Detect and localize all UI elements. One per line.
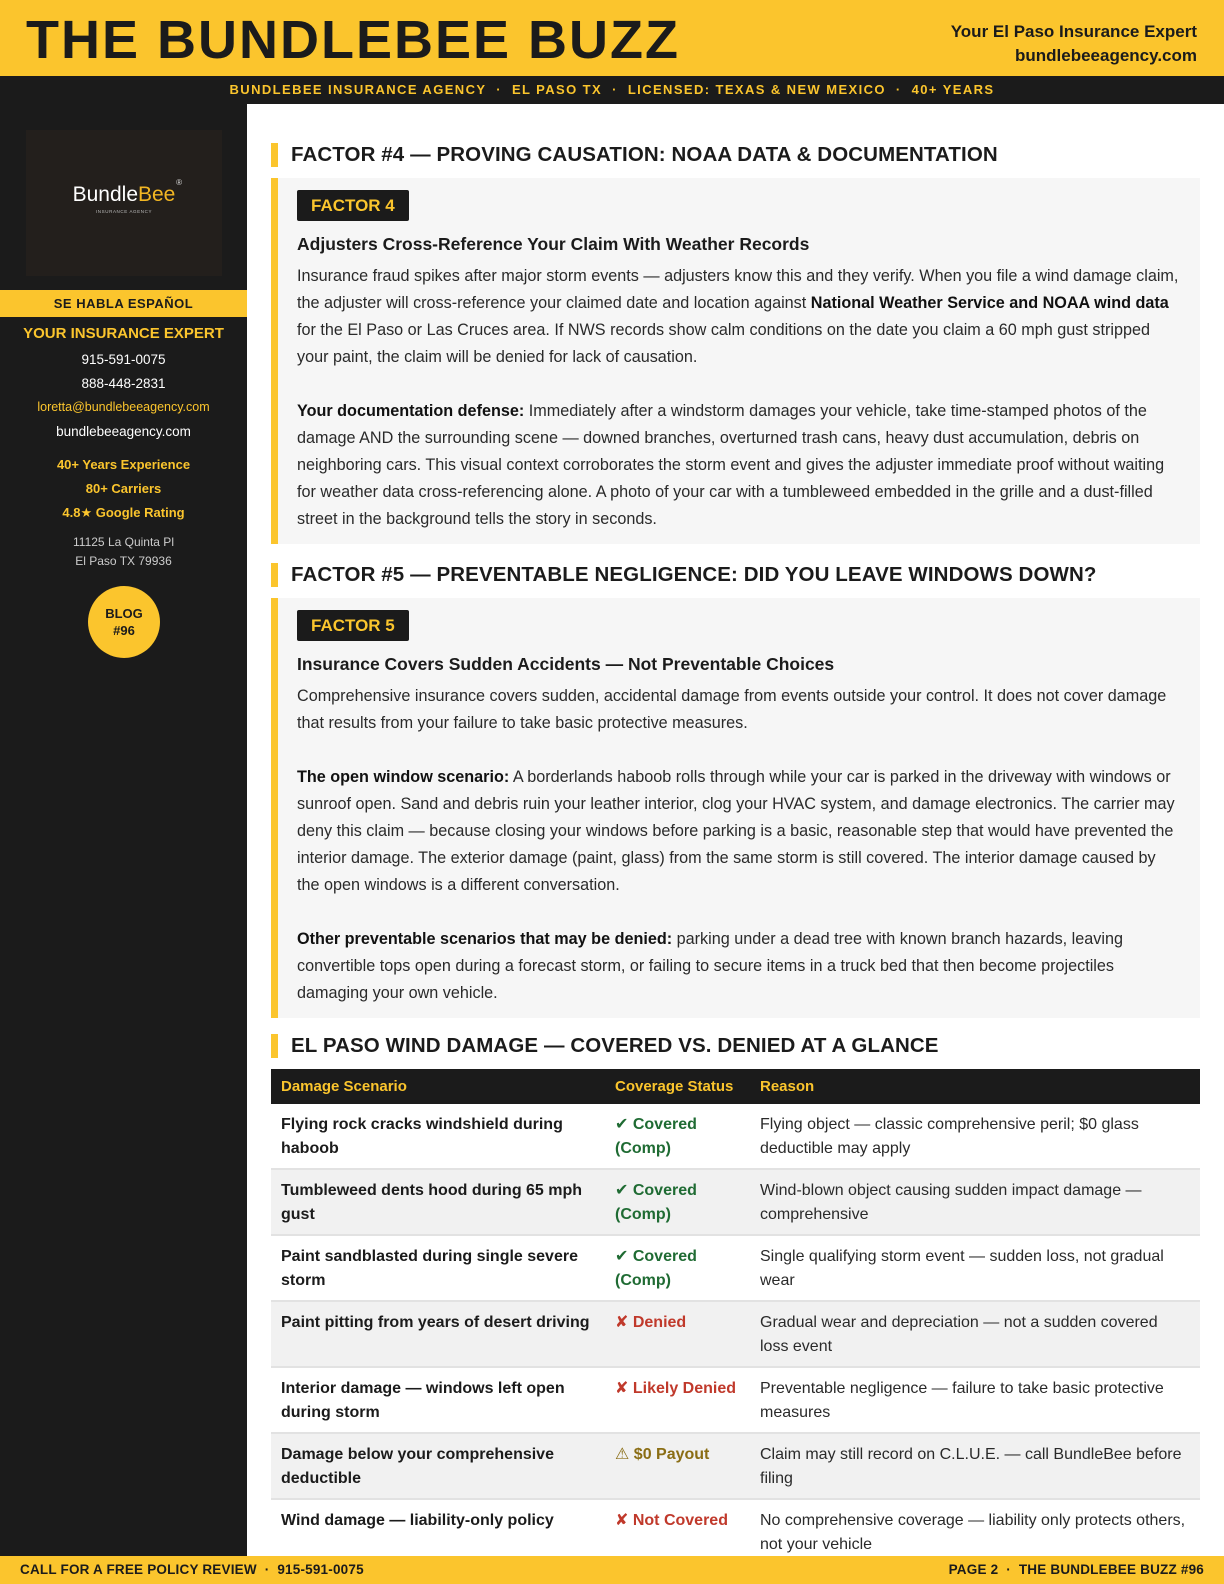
address-city: El Paso TX 79936: [75, 554, 172, 568]
logo-subtitle: INSURANCE AGENCY: [95, 209, 153, 214]
reason-cell: Flying object — classic comprehensive peril; $0 glass deductible may apply: [750, 1104, 1200, 1169]
newsletter-title: THE BUNDLEBEE BUZZ: [26, 10, 680, 70]
status-cell: ✔ Covered (Comp): [605, 1169, 750, 1235]
factor4-paragraph-2: Your documentation defense: Immediately after a windstorm damages your vehicle, take time-stamped photos of the damage AND the surrounding scene — downed branches, overturned trash cans, heavy dust accumulation, debris on neighboring cars. This visual context corroborates the storm event and gives the adjuster immediate proof without waiting for weather data cross-referencing alone. A photo of your car with a tumbleweed embedded in the grille and a dust-filled street in the background tells the story in seconds.: [297, 402, 1165, 528]
factor5-box: [271, 598, 1200, 1018]
factor5-heading: FACTOR #5 — PREVENTABLE NEGLIGENCE: DID YOU LEAVE WINDOWS DOWN?: [271, 563, 1096, 587]
reason-cell: No comprehensive coverage — liability only protects others, not your vehicle: [750, 1499, 1200, 1565]
logo-wordmark: BundleBee: [72, 183, 176, 206]
footer-call-to-action[interactable]: CALL FOR A FREE POLICY REVIEW · 915-591-0075: [20, 1562, 364, 1577]
reason-cell: Claim may still record on C.L.U.E. — call BundleBee before filing: [750, 1433, 1200, 1499]
masthead-website-link[interactable]: bundlebeeagency.com: [1014, 46, 1197, 65]
phone-link-primary[interactable]: 915-591-0075: [81, 352, 166, 367]
sidebar: [0, 104, 247, 1556]
sidebar-expert-heading: YOUR INSURANCE EXPERT: [23, 325, 224, 342]
status-cell: ✘ Not Covered: [605, 1499, 750, 1565]
status-cell: ✔ Covered (Comp): [605, 1235, 750, 1301]
scenario-cell: Paint pitting from years of desert driving: [271, 1301, 605, 1367]
table-row: [271, 1235, 1200, 1301]
factor4-heading: FACTOR #4 — PROVING CAUSATION: NOAA DATA & DOCUMENTATION: [271, 143, 998, 167]
agency-info-bar: [0, 76, 1224, 104]
agency-info-text: BUNDLEBEE INSURANCE AGENCY · EL PASO TX · LICENSED: TEXAS & NEW MEXICO · 40+ YEARS: [229, 82, 995, 97]
footer-page-info: PAGE 2 · THE BUNDLEBEE BUZZ #96: [948, 1562, 1204, 1577]
factor5-subheading: Insurance Covers Sudden Accidents — Not Preventable Choices: [297, 654, 835, 674]
status-cell: ✘ Likely Denied: [605, 1367, 750, 1433]
table-row: [271, 1367, 1200, 1433]
page-footer: [0, 1556, 1224, 1584]
reason-cell: Preventable negligence — failure to take basic protective measures: [750, 1367, 1200, 1433]
column-header-scenario: Damage Scenario: [271, 1069, 605, 1104]
masthead-contact: [951, 20, 1197, 68]
agency-logo: [26, 130, 222, 276]
spanish-spoken-banner: SE HABLA ESPAÑOL: [0, 290, 247, 317]
reason-cell: Gradual wear and depreciation — not a sudden covered loss event: [750, 1301, 1200, 1367]
scenario-cell: Paint sandblasted during single severe storm: [271, 1235, 605, 1301]
coverage-table-heading: EL PASO WIND DAMAGE — COVERED VS. DENIED AT A GLANCE: [271, 1034, 939, 1058]
status-cell: ✔ Covered (Comp): [605, 1104, 750, 1169]
table-row: [271, 1104, 1200, 1169]
column-header-reason: Reason: [750, 1069, 1200, 1104]
reason-cell: Single qualifying storm event — sudden loss, not gradual wear: [750, 1235, 1200, 1301]
factor5-paragraph-1: Comprehensive insurance covers sudden, accidental damage from events outside your control. It does not cover damage that results from your failure to take basic protective measures.: [297, 687, 1167, 732]
stat-rating: 4.8★ Google Rating: [62, 505, 185, 520]
blog-number-badge: BLOG #96: [88, 586, 160, 658]
table-row: [271, 1301, 1200, 1367]
reason-cell: Wind-blown object causing sudden impact damage — comprehensive: [750, 1169, 1200, 1235]
phone-link-tollfree[interactable]: 888-448-2831: [81, 376, 166, 391]
stat-years: 40+ Years Experience: [56, 457, 191, 472]
masthead: [0, 0, 1224, 76]
scenario-cell: Damage below your comprehensive deductible: [271, 1433, 605, 1499]
factor5-badge: FACTOR 5: [297, 610, 409, 641]
website-link[interactable]: bundlebeeagency.com: [56, 424, 191, 439]
factor4-subheading: Adjusters Cross-Reference Your Claim With Weather Records: [297, 234, 810, 254]
factor4-badge: FACTOR 4: [297, 190, 409, 221]
scenario-cell: Interior damage — windows left open during storm: [271, 1367, 605, 1433]
status-cell: ⚠ $0 Payout: [605, 1433, 750, 1499]
factor4-paragraph-1: Insurance fraud spikes after major storm events — adjusters know this and they verify. When you file a wind damage claim, the adjuster will cross-reference your claimed date and location against National Weather Service and NOAA wind data for the El Paso or Las Cruces area. If NWS records show calm conditions on the date you claim a 60 mph gust stripped your paint, the claim will be denied for lack of causation.: [297, 267, 1179, 366]
email-link[interactable]: loretta@bundlebeeagency.com: [37, 400, 210, 414]
coverage-table-header-row: [271, 1069, 1200, 1104]
column-header-status: Coverage Status: [605, 1069, 750, 1104]
address-street: 11125 La Quinta Pl: [73, 535, 174, 549]
coverage-table: [271, 1069, 1200, 1566]
stat-carriers: 80+ Carriers: [85, 481, 162, 496]
registered-mark: ®: [176, 178, 182, 187]
factor5-paragraph-3: Other preventable scenarios that may be denied: parking under a dead tree with known branch hazards, leaving convertible tops open during a forecast storm, or failing to secure items in a truck bed that then become projectiles damaging your own vehicle.: [297, 930, 1123, 1002]
scenario-cell: Tumbleweed dents hood during 65 mph gust: [271, 1169, 605, 1235]
table-row: [271, 1169, 1200, 1235]
factor5-paragraph-2: The open window scenario: A borderlands haboob rolls through while your car is parked in the driveway with windows or sunroof open. Sand and debris ruin your leather interior, clog your HVAC system, and damage electronics. The carrier may deny this claim — because closing your windows before parking is a basic, reasonable step that would have prevented the interior damage. The exterior damage (paint, glass) from the same storm is still covered. The interior damage caused by the open windows is a different conversation.: [297, 768, 1175, 894]
status-cell: ✘ Denied: [605, 1301, 750, 1367]
masthead-tagline: Your El Paso Insurance Expert: [950, 22, 1197, 41]
table-row: [271, 1433, 1200, 1499]
scenario-cell: Flying rock cracks windshield during haboob: [271, 1104, 605, 1169]
factor4-box: [271, 178, 1200, 544]
scenario-cell: Wind damage — liability-only policy: [271, 1499, 605, 1565]
